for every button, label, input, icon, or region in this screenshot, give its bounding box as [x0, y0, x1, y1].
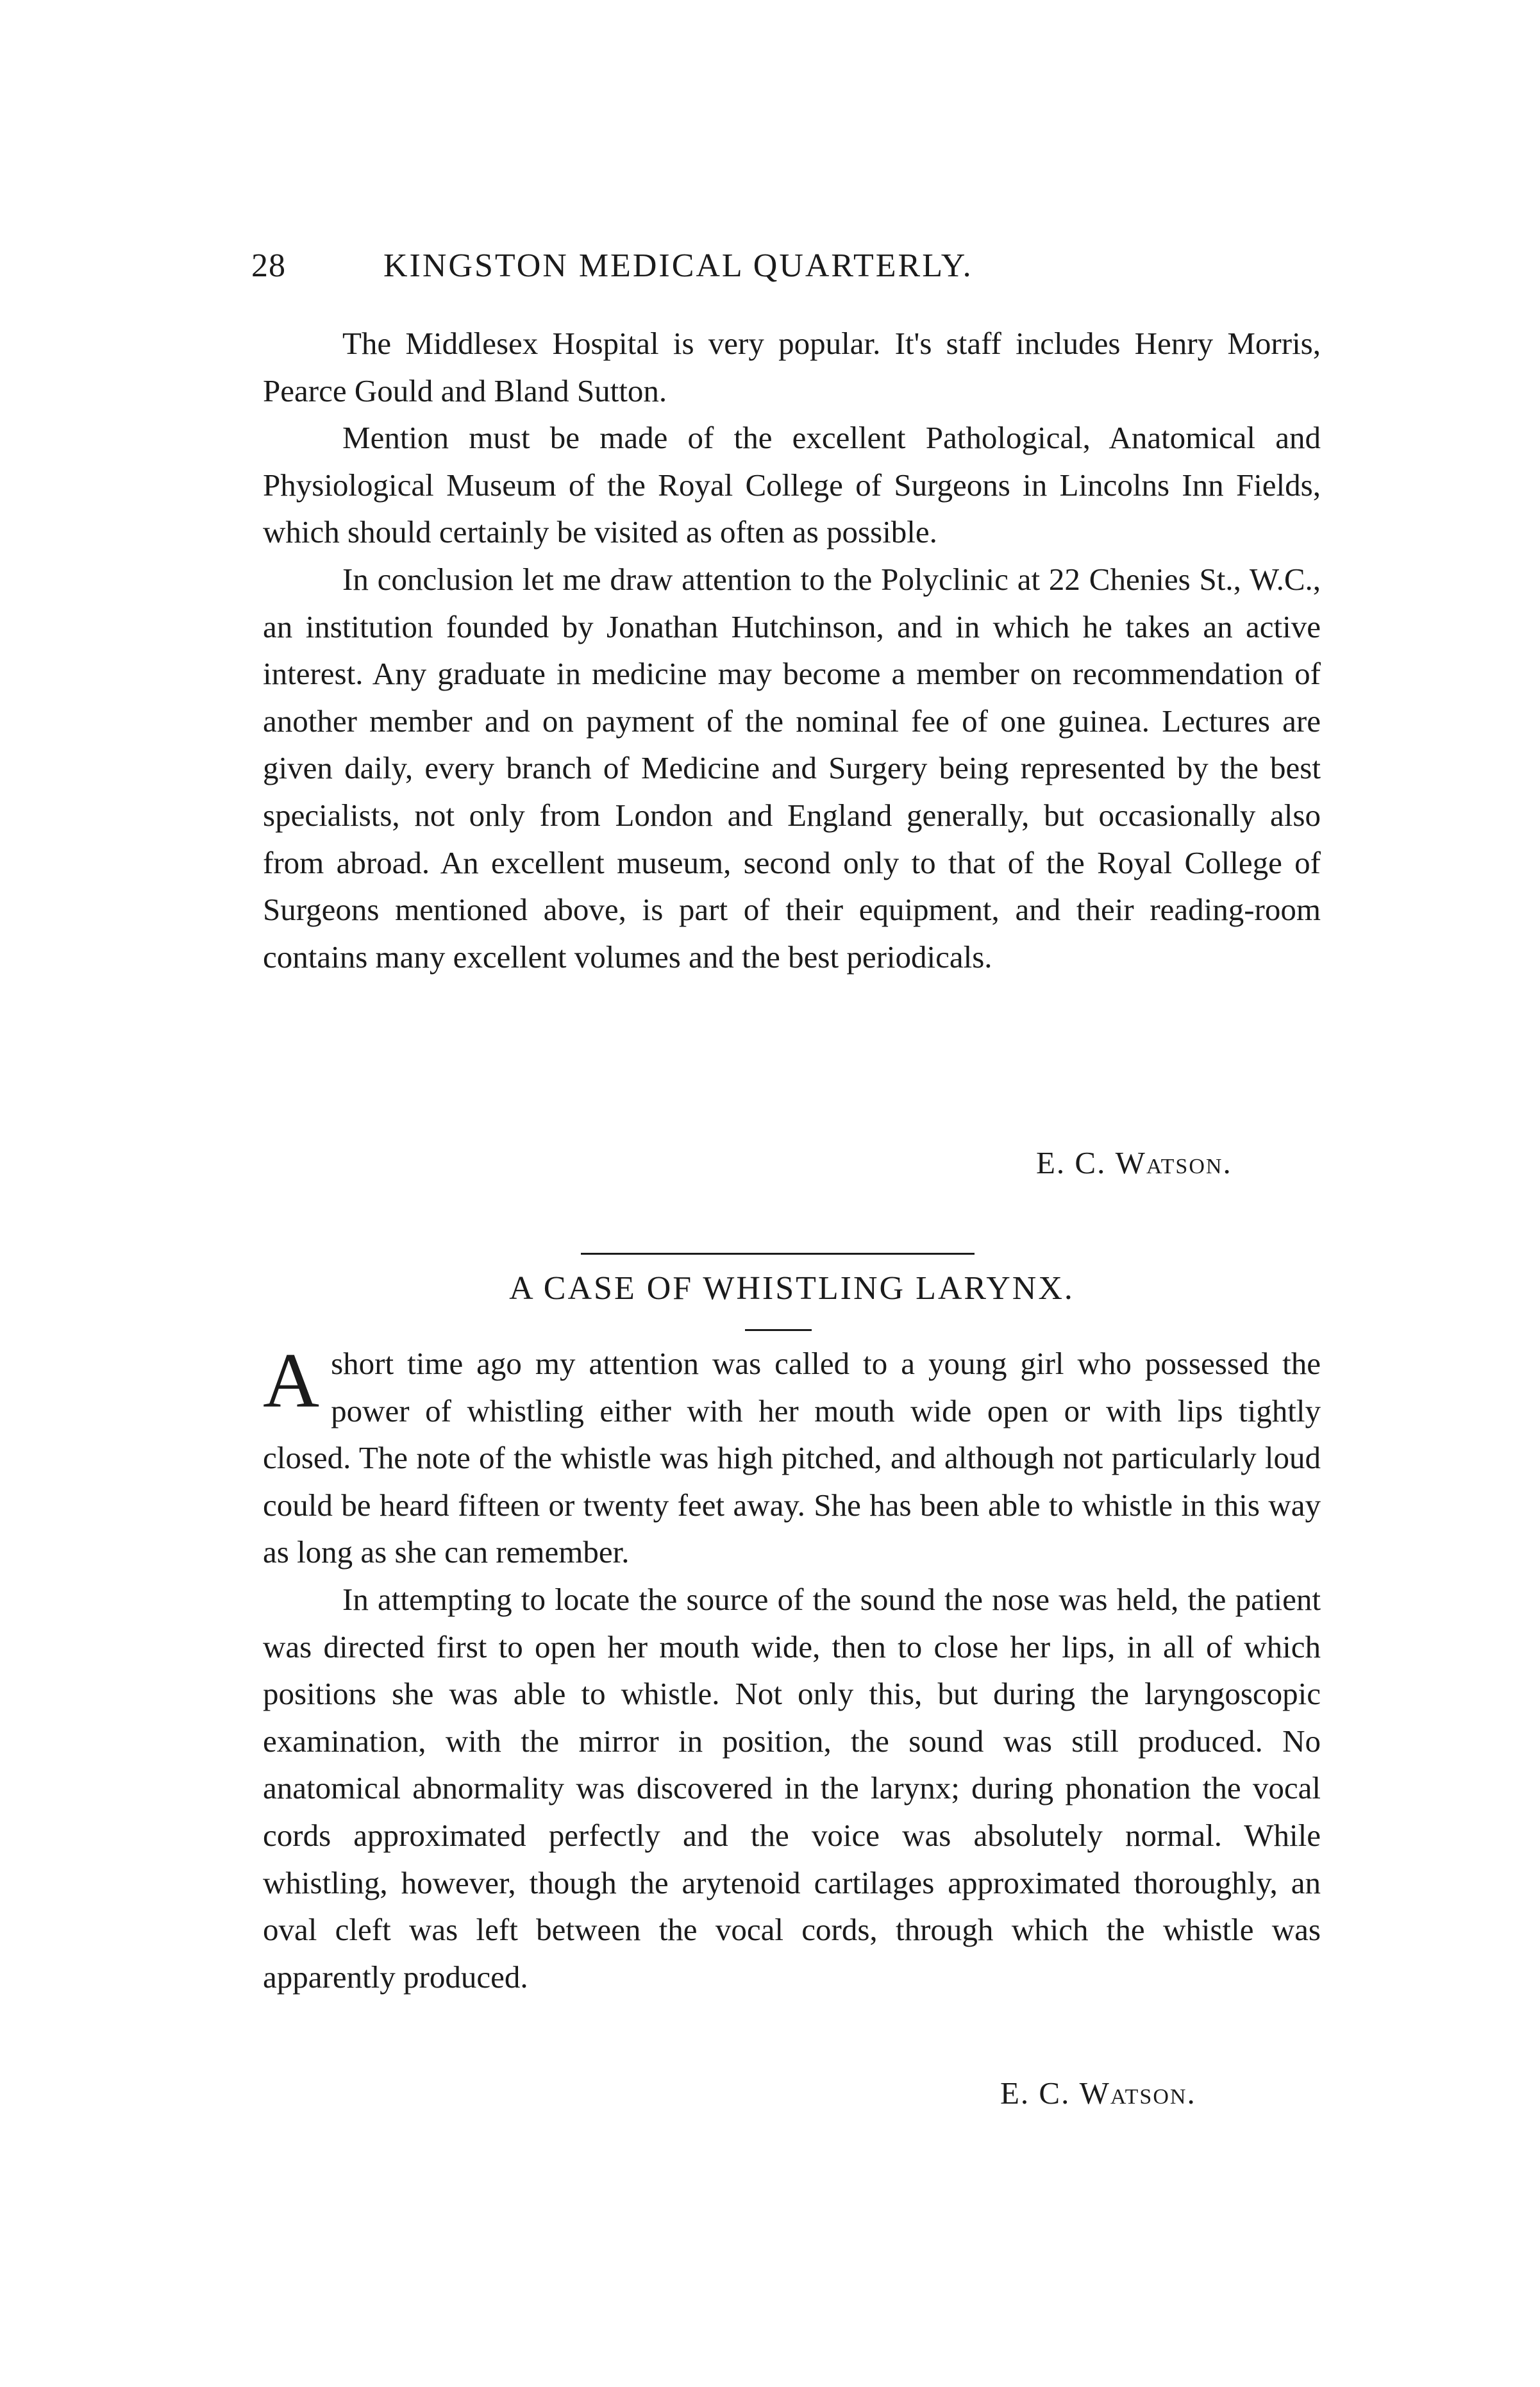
paragraph: In attempting to locate the source of the sound the nose was held, the patient was directed first to open her mouth wide, then to close her lips, in all of which positions she was able to whistle. Not only this, but during the laryngoscopic examination, with the mirror in position, the sound was still produced. No anatomical abnormality was discovered in the larynx; during phonation the vocal cords approximated perfectly and the voice was absolutely normal. While whistling, however, though the arytenoid cartilages approximated thoroughly, an oval cleft was left between the vocal cords, through which the whistle was apparently produced.	[263, 1581, 1321, 1995]
journal-title: KINGSTON MEDICAL QUARTERLY.	[383, 247, 973, 284]
page-number: 28	[251, 247, 286, 284]
paragraph	[263, 1337, 1321, 1576]
article-title: A CASE OF WHISTLING LARYNX.	[509, 1270, 1075, 1307]
running-head	[251, 247, 1354, 298]
title-rule	[745, 1329, 812, 1331]
signature-name: Watson.	[1115, 1145, 1232, 1180]
paragraph: Mention must be made of the excellent Pathological, Anatomical and Physiological Museum of the Royal College of Surgeons in Lincolns Inn Fields, which should certainly be visited as often as possible.	[263, 420, 1321, 550]
paragraph: In conclusion let me draw attention to the Polyclinic at 22 Chenies St., W.C., an institution founded by Jonathan Hutchinson, and in which he takes an active interest. Any graduate in medicine may become a member on recommendation of another member and on payment of the nominal fee of one guinea. Lectures are given daily, every branch of Medicine and Surgery being represented by the best specialists, not only from London and England generally, but occasionally also from abroad. An excellent museum, second only to that of the Royal College of Surgeons mentioned above, is part of their equipment, and their reading-room contains many excellent volumes and the best periodicals.	[263, 561, 1321, 975]
signature-name: Watson.	[1079, 2075, 1196, 2111]
section-divider	[581, 1253, 975, 1255]
signature-initials: E. C.	[1000, 2075, 1071, 2111]
paragraph: The Middlesex Hospital is very popular. It's staff includes Henry Morris, Pearce Gould and Bland Sutton.	[263, 326, 1321, 408]
paragraph-text: short time ago my attention was called to a young girl who possessed the power of whistling either with her mouth wide open or with lips tightly closed. The note of the whistle was high pitched, and although not particularly loud could be heard fifteen or twenty feet away. She has been able to whistle in this way as long as she can remember.	[263, 1346, 1321, 1570]
article-body-2	[263, 1337, 1321, 2000]
signature-initials: E. C.	[1036, 1145, 1107, 1180]
article-body-1	[263, 320, 1321, 980]
author-signature	[1000, 2075, 1196, 2111]
drop-cap: A	[263, 1337, 320, 1424]
author-signature	[1036, 1144, 1232, 1181]
